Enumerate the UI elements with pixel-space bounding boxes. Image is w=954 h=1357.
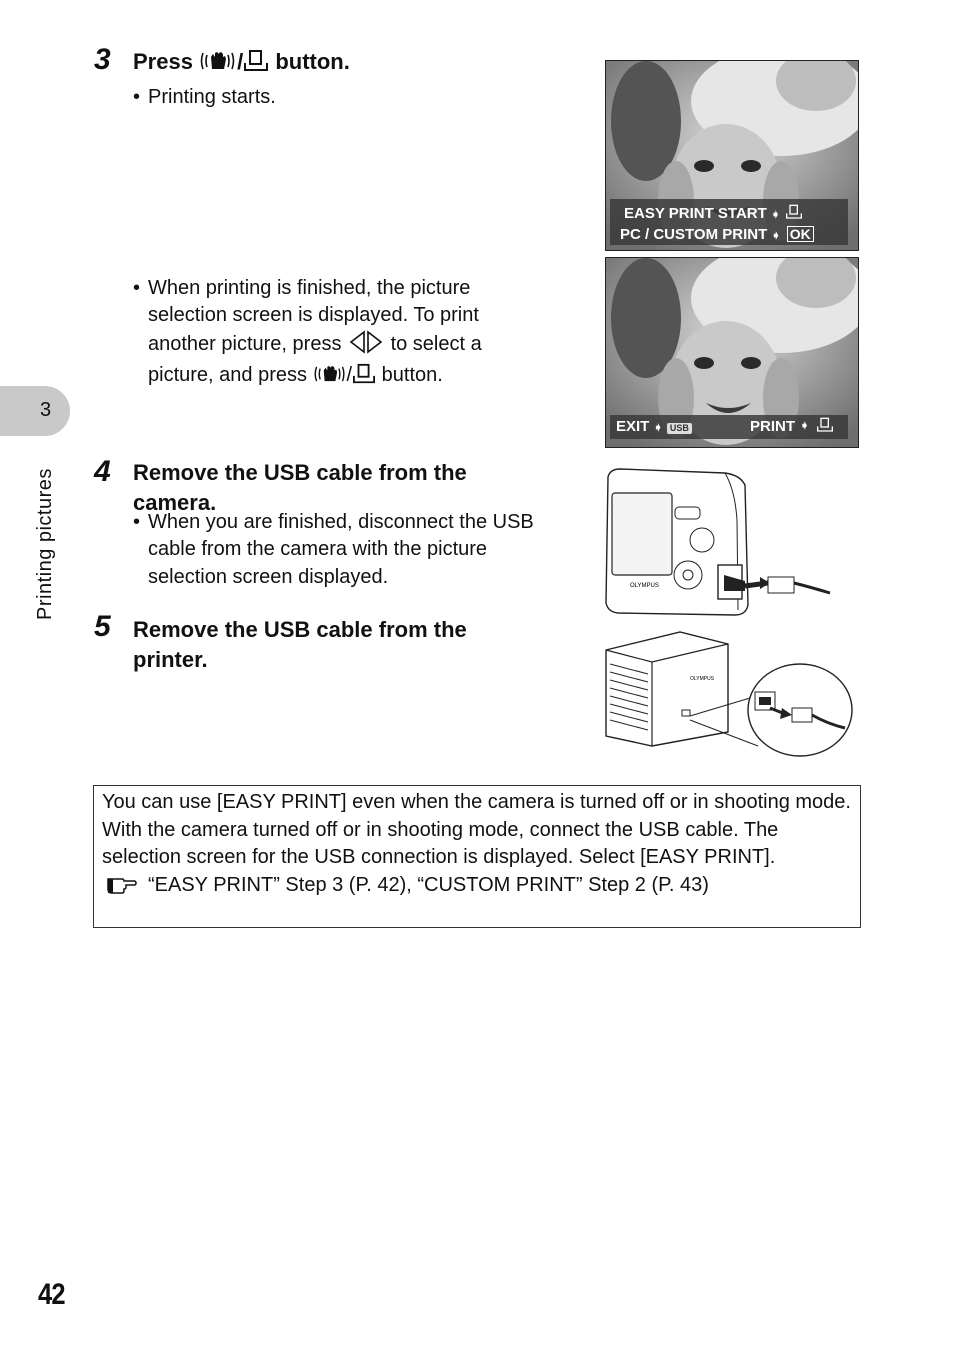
bullet-printing-finished: • When printing is finished, the picture selection screen is displayed. To print another picture, press to select a picture, and press / button. <box>133 275 543 394</box>
print-icon <box>815 417 835 438</box>
shake-hand-icon <box>199 49 237 81</box>
arrow-right-icon: ➧ <box>770 209 781 221</box>
chapter-tab <box>0 386 70 436</box>
chapter-label: Printing pictures <box>34 468 56 620</box>
osd-line-2 <box>620 225 848 246</box>
printer-usb-illustration <box>600 628 858 760</box>
bullet-disconnect: • When you are finished, disconnect the USB cable from the camera with the picture selection screen displayed. <box>133 510 534 588</box>
bullet-finished-sep: / <box>346 364 353 386</box>
exit-label: EXIT <box>616 418 650 435</box>
bullet-finished-text-b: to select a picture, and press <box>148 332 482 386</box>
note-reference <box>102 872 852 904</box>
step-3-title-button: button. <box>275 49 350 74</box>
print-icon <box>243 49 269 81</box>
svg-text:OLYMPUS: OLYMPUS <box>690 676 715 682</box>
left-right-arrows-icon <box>347 330 385 363</box>
step-4-number: 4 <box>94 455 111 488</box>
note-text: You can use [EASY PRINT] even when the camera is turned off or in shooting mode. With the camera turned off or in shooting mode, connect the USB cable. The selection screen for the USB connection is displayed. Select [EASY PRINT]. <box>102 791 851 868</box>
bullet-disconnect-text: When you are finished, disconnect the USB cable from the camera with the picture selection screen displayed. <box>148 510 534 588</box>
shake-hand-icon <box>313 363 347 394</box>
selection-osd <box>610 415 848 439</box>
step-5-title: Remove the USB cable from the printer. <box>133 617 467 672</box>
osd-line-1 <box>624 204 848 225</box>
easy-print-osd <box>610 199 848 245</box>
step-5-number: 5 <box>94 610 111 643</box>
page-number: 42 <box>38 1278 65 1311</box>
step-3-title-sep: / <box>237 49 244 74</box>
camera-usb-illustration <box>600 465 835 620</box>
arrow-right-icon: ➧ <box>800 420 810 432</box>
camera-screen-easy-print <box>605 60 859 251</box>
chapter-number: 3 <box>40 399 52 421</box>
arrow-right-icon: ➧ <box>771 230 781 242</box>
bullet-finished-text-c: button. <box>381 364 443 386</box>
print-icon <box>784 204 804 225</box>
print-icon <box>352 363 376 394</box>
pointing-hand-icon <box>106 873 138 904</box>
camera-screen-picture-selection <box>605 257 859 448</box>
bullet-printing-starts-text: Printing starts. <box>148 86 276 108</box>
step-3-title <box>133 47 350 81</box>
print-label: PRINT <box>750 418 795 435</box>
easy-print-start-label: EASY PRINT START <box>624 205 767 222</box>
note-reference-text: “EASY PRINT” Step 3 (P. 42), “CUSTOM PRINT” Step 2 (P. 43) <box>148 873 709 896</box>
step-3-title-press: Press <box>133 49 193 74</box>
svg-text:OLYMPUS: OLYMPUS <box>630 583 659 589</box>
note-box <box>93 785 861 928</box>
arrow-right-icon: ➧ <box>653 422 663 434</box>
bullet-printing-starts: • Printing starts. <box>133 86 276 108</box>
ok-button-label: OK <box>787 226 814 242</box>
usb-badge: USB <box>667 423 692 434</box>
bullet-finished-text-a: When printing is finished, the picture selection screen is displayed. To print another picture, press <box>148 276 479 355</box>
step-3-number: 3 <box>94 43 111 76</box>
step-4-title: Remove the USB cable from the camera. <box>133 460 467 515</box>
pc-custom-print-label: PC / CUSTOM PRINT <box>620 226 768 243</box>
